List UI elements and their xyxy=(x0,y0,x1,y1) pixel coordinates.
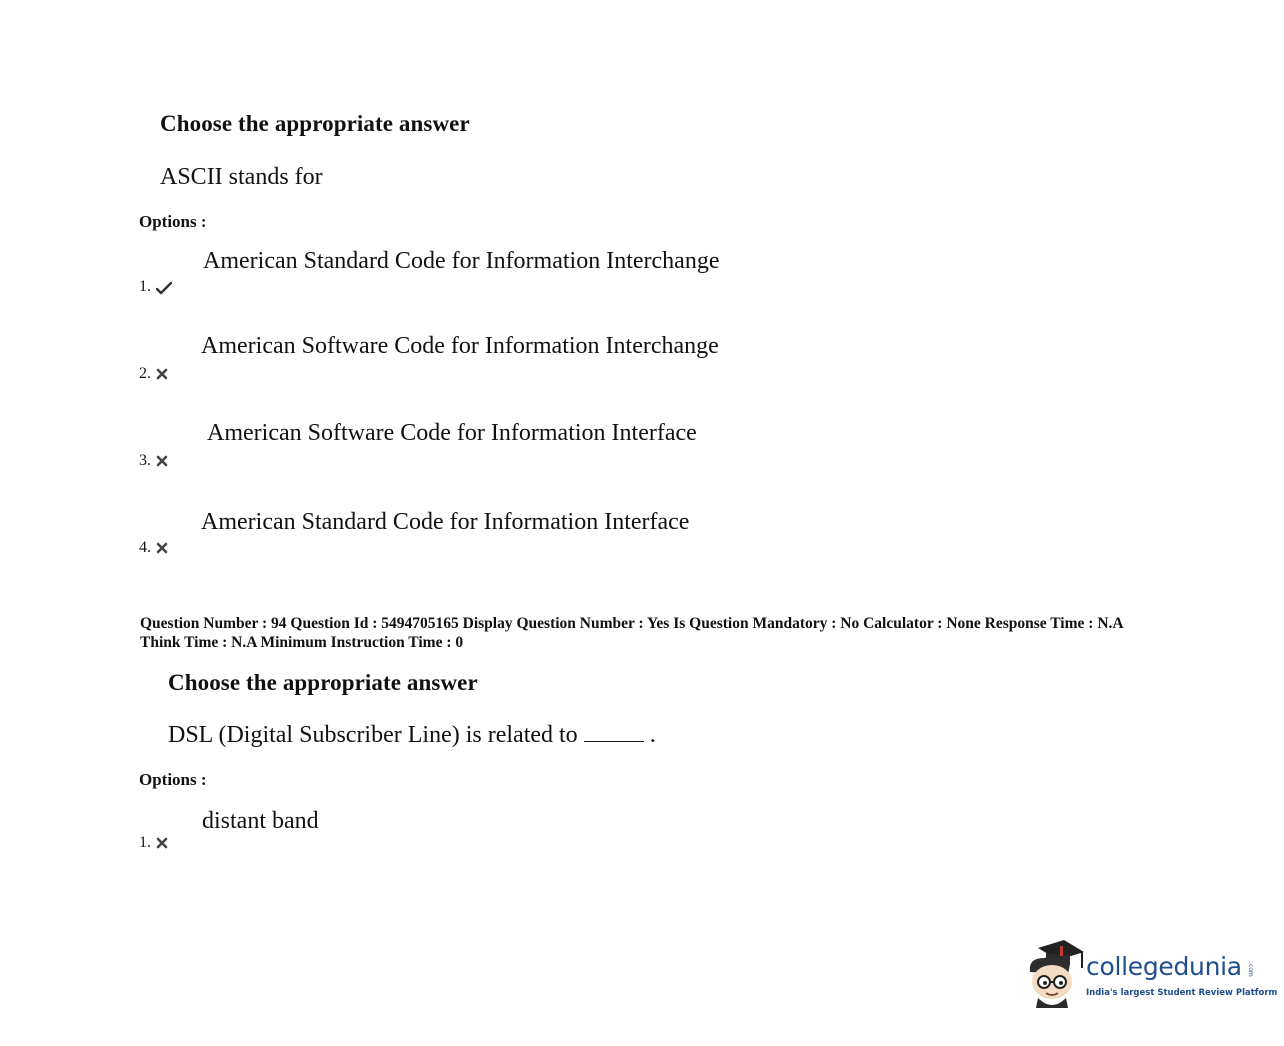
option-number xyxy=(139,539,168,557)
mascot-icon xyxy=(1024,938,1086,1012)
options-label: Options : xyxy=(139,770,207,789)
question-stem xyxy=(168,722,656,749)
option-number xyxy=(139,278,168,296)
option-text: American Standard Code for Information Interface xyxy=(201,509,690,535)
question-stem: ASCII stands for xyxy=(160,164,323,190)
cross-icon xyxy=(156,837,168,849)
logo-tagline: India's largest Student Review Platform xyxy=(1086,988,1278,998)
cross-icon xyxy=(156,368,168,380)
question-meta: Question Number : 94 Question Id : 5494705165 Display Question Number : Yes Is Question Mandatory : No Calculator : None Response Time : N.A Think Time : N.A Minimum Instruction Time : 0 xyxy=(140,615,1123,651)
option-number-label: 3. xyxy=(139,452,151,469)
option-number-label: 1. xyxy=(139,278,151,295)
check-icon xyxy=(156,281,168,293)
logo-suffix: .com xyxy=(1247,962,1254,977)
collegedunia-logo xyxy=(1024,938,1278,1012)
question-instruction: Choose the appropriate answer xyxy=(168,670,478,695)
logo-wordmark: collegedunia xyxy=(1086,952,1242,981)
stem-text: DSL (Digital Subscriber Line) is related to xyxy=(168,722,578,748)
options-label: Options : xyxy=(139,212,207,231)
option-number xyxy=(139,834,168,852)
question-instruction: Choose the appropriate answer xyxy=(160,111,470,136)
cross-icon xyxy=(156,455,168,467)
option-text: distant band xyxy=(202,808,319,834)
option-number-label: 4. xyxy=(139,539,151,556)
option-number xyxy=(139,365,168,383)
option-text: American Standard Code for Information Interchange xyxy=(203,248,720,274)
option-text: American Software Code for Information Interface xyxy=(207,420,697,446)
cross-icon xyxy=(156,542,168,554)
answer-blank xyxy=(584,723,644,742)
option-number-label: 1. xyxy=(139,834,151,851)
stem-end: . xyxy=(649,722,656,748)
option-number-label: 2. xyxy=(139,365,151,382)
option-number xyxy=(139,452,168,470)
option-text: American Software Code for Information Interchange xyxy=(201,333,719,359)
